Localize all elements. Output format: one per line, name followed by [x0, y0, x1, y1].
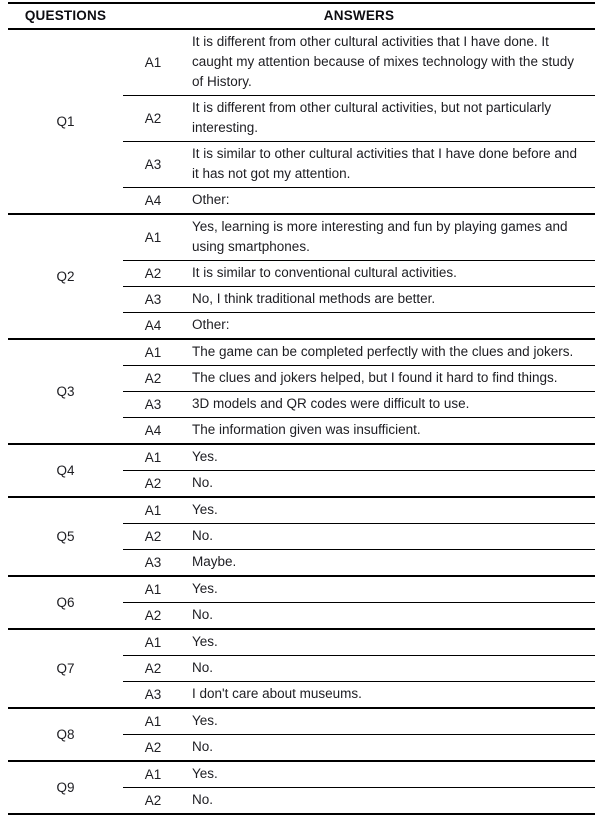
answer-text: It is different from other cultural activities that I have done. It caught my attention because of mixes technology with the study of History. [192, 34, 574, 89]
answer-text: The information given was insufficient. [183, 418, 595, 445]
answer-id: A3 [123, 142, 183, 188]
question-id: Q4 [56, 463, 75, 478]
answer-id: A2 [123, 656, 183, 682]
question-id: Q9 [56, 780, 75, 795]
answer-text: No. [183, 735, 595, 762]
answer-text: I don't care about museums. [183, 682, 595, 709]
answer-text: Yes. [192, 713, 218, 728]
answer-id: A2 [123, 471, 183, 498]
question-id: Q3 [56, 384, 75, 399]
answer-id: A1 [144, 345, 162, 360]
answer-text: Other: [183, 313, 595, 340]
answer-text: The game can be completed perfectly with the clues and jokers. [192, 344, 574, 359]
answer-id: A1 [144, 635, 162, 650]
question-id: Q2 [56, 269, 75, 284]
answer-id: A1 [144, 582, 162, 597]
table-row [8, 339, 595, 366]
answer-text: It is different from other cultural activities, but not particularly interesting. [183, 96, 595, 142]
header-row [8, 3, 595, 29]
answer-text: No. [183, 656, 595, 682]
table-row [8, 214, 595, 261]
answer-id: A4 [123, 313, 183, 340]
answer-id: A1 [144, 767, 162, 782]
question-group-q4 [8, 444, 595, 497]
answer-id: A3 [123, 550, 183, 577]
answer-text: The clues and jokers helped, but I found it hard to find things. [183, 366, 595, 392]
answer-text: Yes. [192, 449, 218, 464]
answer-text: It is similar to other cultural activities that I have done before and it has not got my attention. [183, 142, 595, 188]
question-group-q1 [8, 29, 595, 214]
answer-id: A2 [123, 261, 183, 287]
table-row [8, 29, 595, 96]
answer-text: No. [183, 788, 595, 815]
answer-text: Yes, learning is more interesting and fun by playing games and using smartphones. [192, 219, 568, 254]
answer-id: A2 [123, 603, 183, 630]
answer-id: A2 [123, 735, 183, 762]
question-id: Q8 [56, 727, 75, 742]
question-group-q2 [8, 214, 595, 339]
table-row [8, 629, 595, 656]
table-row [8, 444, 595, 471]
answer-text: Maybe. [183, 550, 595, 577]
table-row [8, 576, 595, 603]
answer-id: A2 [123, 524, 183, 550]
answer-text: Yes. [192, 581, 218, 596]
answer-id: A4 [123, 188, 183, 215]
answer-id: A4 [123, 418, 183, 445]
question-group-q7 [8, 629, 595, 708]
answer-text: No. [183, 524, 595, 550]
answer-id: A3 [123, 287, 183, 313]
question-group-q8 [8, 708, 595, 761]
answer-id: A2 [123, 366, 183, 392]
question-group-q6 [8, 576, 595, 629]
answer-text: No. [183, 603, 595, 630]
question-group-q5 [8, 497, 595, 576]
answer-text: Other: [183, 188, 595, 215]
question-id: Q7 [56, 661, 75, 676]
table-row [8, 761, 595, 788]
table-row [8, 497, 595, 524]
answer-text: Yes. [192, 502, 218, 517]
answer-id: A2 [123, 788, 183, 815]
answer-text: Yes. [192, 766, 218, 781]
answer-id: A1 [144, 714, 162, 729]
table-header [8, 3, 595, 29]
answer-text: 3D models and QR codes were difficult to use. [183, 392, 595, 418]
answer-id: A3 [123, 682, 183, 709]
answers-column-header: ANSWERS [123, 3, 595, 29]
answer-text: It is similar to conventional cultural activities. [183, 261, 595, 287]
question-group-q9 [8, 761, 595, 814]
answer-text: Yes. [192, 634, 218, 649]
answer-id: A1 [144, 503, 162, 518]
question-group-q3 [8, 339, 595, 444]
answer-text: No. [183, 471, 595, 498]
question-id: Q1 [56, 114, 75, 129]
questions-column-header: QUESTIONS [8, 3, 123, 29]
table-row [8, 708, 595, 735]
answer-id: A1 [144, 230, 162, 245]
answer-id: A1 [144, 450, 162, 465]
answer-id: A3 [123, 392, 183, 418]
answer-text: No, I think traditional methods are better. [183, 287, 595, 313]
questionnaire-table [8, 2, 595, 815]
question-id: Q6 [56, 595, 75, 610]
answer-id: A2 [123, 96, 183, 142]
question-id: Q5 [56, 529, 75, 544]
answer-id: A1 [144, 55, 162, 70]
